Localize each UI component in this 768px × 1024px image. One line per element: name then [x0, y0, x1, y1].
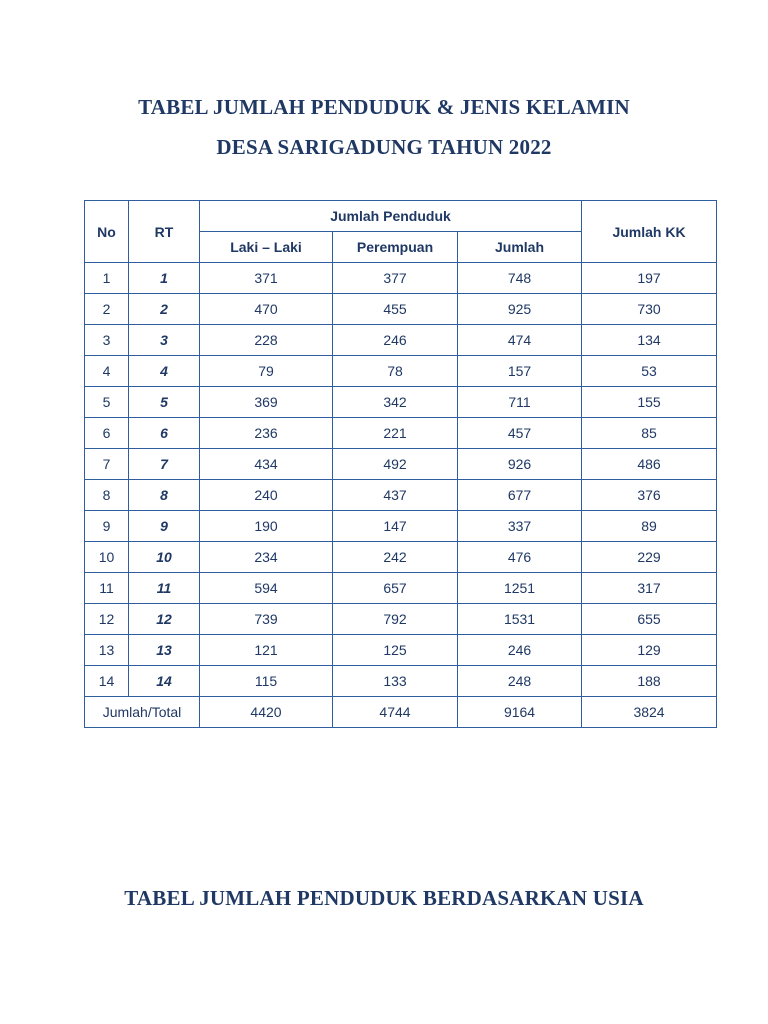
table-row	[85, 449, 717, 480]
cell-jumlah: 748	[458, 263, 582, 294]
cell-rt: 7	[129, 449, 200, 480]
table-row	[85, 635, 717, 666]
page-subtitle: DESA SARIGADUNG TAHUN 2022	[216, 135, 552, 159]
cell-no: 2	[85, 294, 129, 325]
cell-rt: 14	[129, 666, 200, 697]
cell-laki-laki: 371	[200, 263, 333, 294]
cell-perempuan: 455	[333, 294, 458, 325]
cell-rt: 3	[129, 325, 200, 356]
cell-rt: 1	[129, 263, 200, 294]
cell-no: 5	[85, 387, 129, 418]
cell-no: 12	[85, 604, 129, 635]
cell-laki-laki: 115	[200, 666, 333, 697]
cell-jumlah: 457	[458, 418, 582, 449]
cell-jumlah-kk: 229	[582, 542, 717, 573]
cell-no: 10	[85, 542, 129, 573]
cell-jumlah: 711	[458, 387, 582, 418]
next-section-title: TABEL JUMLAH PENDUDUK BERDASARKAN USIA	[124, 886, 644, 910]
table-row	[85, 480, 717, 511]
cell-no: 4	[85, 356, 129, 387]
cell-no: 9	[85, 511, 129, 542]
cell-laki-laki: 240	[200, 480, 333, 511]
table-row	[85, 511, 717, 542]
cell-perempuan: 792	[333, 604, 458, 635]
table-row	[85, 387, 717, 418]
total-row	[85, 697, 717, 728]
header-jumlah-kk: Jumlah KK	[582, 201, 717, 263]
cell-jumlah: 925	[458, 294, 582, 325]
cell-jumlah: 926	[458, 449, 582, 480]
header-no: No	[85, 201, 129, 263]
cell-rt: 2	[129, 294, 200, 325]
cell-rt: 4	[129, 356, 200, 387]
population-table	[84, 200, 717, 728]
cell-laki-laki: 190	[200, 511, 333, 542]
cell-perempuan: 246	[333, 325, 458, 356]
cell-jumlah: 474	[458, 325, 582, 356]
table-row	[85, 325, 717, 356]
cell-no: 6	[85, 418, 129, 449]
cell-perempuan: 133	[333, 666, 458, 697]
table-row	[85, 666, 717, 697]
table-row	[85, 356, 717, 387]
cell-jumlah-kk: 197	[582, 263, 717, 294]
cell-no: 11	[85, 573, 129, 604]
cell-laki-laki: 434	[200, 449, 333, 480]
cell-jumlah: 476	[458, 542, 582, 573]
cell-rt: 5	[129, 387, 200, 418]
cell-perempuan: 342	[333, 387, 458, 418]
header-perempuan: Perempuan	[333, 232, 458, 263]
cell-jumlah: 248	[458, 666, 582, 697]
cell-rt: 13	[129, 635, 200, 666]
cell-jumlah-kk: 134	[582, 325, 717, 356]
cell-laki-laki: 739	[200, 604, 333, 635]
page-title: TABEL JUMLAH PENDUDUK & JENIS KELAMIN	[138, 95, 630, 119]
cell-perempuan: 78	[333, 356, 458, 387]
cell-jumlah: 677	[458, 480, 582, 511]
cell-perempuan: 125	[333, 635, 458, 666]
cell-jumlah-kk: 188	[582, 666, 717, 697]
cell-jumlah-kk: 486	[582, 449, 717, 480]
cell-jumlah-kk: 655	[582, 604, 717, 635]
cell-laki-laki: 236	[200, 418, 333, 449]
cell-rt: 8	[129, 480, 200, 511]
cell-jumlah: 1251	[458, 573, 582, 604]
table-row	[85, 542, 717, 573]
cell-no: 1	[85, 263, 129, 294]
cell-laki-laki: 234	[200, 542, 333, 573]
cell-jumlah-kk: 317	[582, 573, 717, 604]
cell-perempuan: 147	[333, 511, 458, 542]
cell-jumlah-kk: 129	[582, 635, 717, 666]
cell-jumlah: 337	[458, 511, 582, 542]
cell-jumlah-kk: 376	[582, 480, 717, 511]
header-jumlah-penduduk: Jumlah Penduduk	[200, 201, 582, 232]
cell-jumlah-kk: 730	[582, 294, 717, 325]
cell-no: 14	[85, 666, 129, 697]
cell-no: 8	[85, 480, 129, 511]
total-label: Jumlah/Total	[85, 697, 200, 728]
header-laki-laki: Laki – Laki	[200, 232, 333, 263]
cell-laki-laki: 369	[200, 387, 333, 418]
cell-jumlah: 1531	[458, 604, 582, 635]
table-row	[85, 573, 717, 604]
total-jumlah: 9164	[458, 697, 582, 728]
cell-perempuan: 242	[333, 542, 458, 573]
cell-jumlah-kk: 53	[582, 356, 717, 387]
cell-jumlah-kk: 89	[582, 511, 717, 542]
cell-laki-laki: 228	[200, 325, 333, 356]
cell-rt: 9	[129, 511, 200, 542]
table-row	[85, 294, 717, 325]
cell-jumlah: 246	[458, 635, 582, 666]
cell-no: 3	[85, 325, 129, 356]
table-row	[85, 418, 717, 449]
cell-rt: 10	[129, 542, 200, 573]
cell-perempuan: 221	[333, 418, 458, 449]
cell-rt: 6	[129, 418, 200, 449]
cell-laki-laki: 594	[200, 573, 333, 604]
cell-perempuan: 492	[333, 449, 458, 480]
header-rt: RT	[129, 201, 200, 263]
cell-laki-laki: 470	[200, 294, 333, 325]
cell-perempuan: 377	[333, 263, 458, 294]
table-row	[85, 604, 717, 635]
total-laki: 4420	[200, 697, 333, 728]
total-kk: 3824	[582, 697, 717, 728]
cell-no: 7	[85, 449, 129, 480]
cell-rt: 12	[129, 604, 200, 635]
cell-laki-laki: 79	[200, 356, 333, 387]
cell-jumlah-kk: 155	[582, 387, 717, 418]
cell-perempuan: 657	[333, 573, 458, 604]
header-jumlah: Jumlah	[458, 232, 582, 263]
cell-laki-laki: 121	[200, 635, 333, 666]
cell-perempuan: 437	[333, 480, 458, 511]
cell-jumlah: 157	[458, 356, 582, 387]
total-perempuan: 4744	[333, 697, 458, 728]
cell-rt: 11	[129, 573, 200, 604]
cell-jumlah-kk: 85	[582, 418, 717, 449]
table-row	[85, 263, 717, 294]
cell-no: 13	[85, 635, 129, 666]
